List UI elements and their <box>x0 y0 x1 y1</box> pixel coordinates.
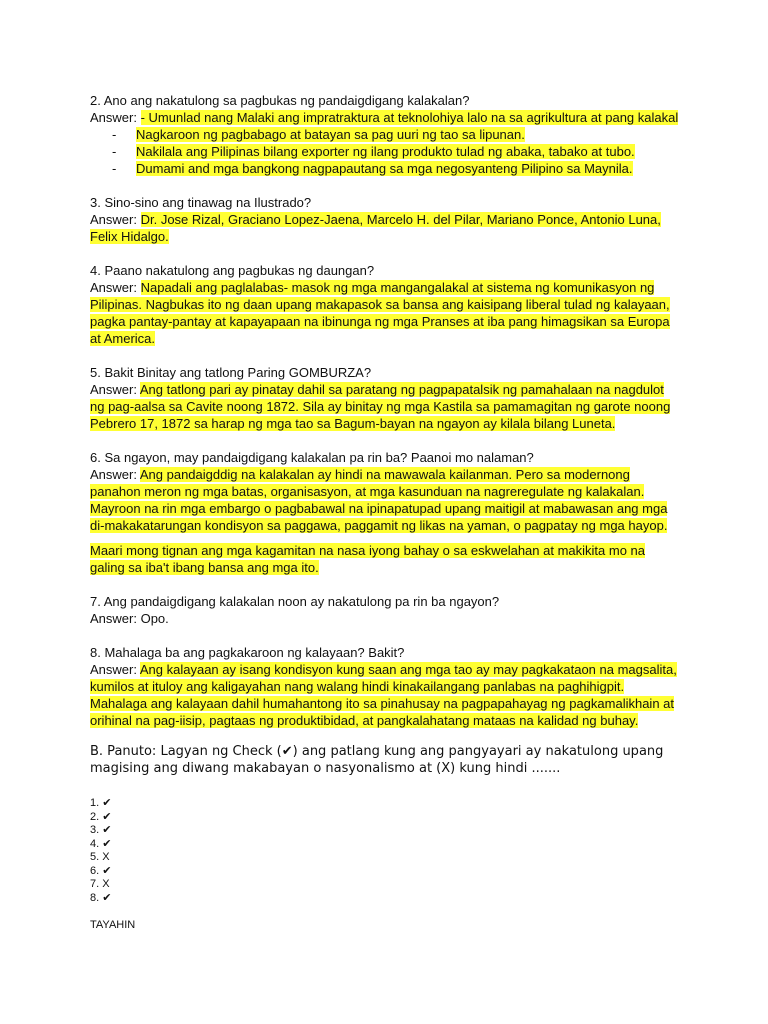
question-7: 7. Ang pandaigdigang kalakalan noon ay nakatulong pa rin ba ngayon? <box>90 594 500 609</box>
answer-6-text: Ang pandaigddig na kalakalan ay hindi na mawawala kailanman. Pero sa modernong panahon meron ng mga batas, organisasyon, at mga kasunduan na nagreregulate ng kalakalan. Mayroon na rin mga embargo o pagbabawal na ipinapatupad upang maitigil at mabawasan ang mga di-makakatarungan kondisyon sa paggawa, paggamit ng likas na yaman, o pagpatay ng mga hayop. <box>90 467 668 533</box>
question-6-block <box>90 449 680 576</box>
answer-label: Answer: <box>90 662 137 677</box>
answer-label: Answer: <box>90 611 137 626</box>
dash-mark: - <box>112 144 117 159</box>
list-item: 7. X <box>90 878 110 890</box>
list-item: - Dumami and mga bangkong nagpapautang sa mga negosyanteng Pilipino sa Maynila. <box>112 161 633 176</box>
question-7-block <box>90 593 680 627</box>
document-page <box>90 92 680 931</box>
answer-2-text: - Umunlad nang Malaki ang impratraktura at teknolohiya lalo na sa agrikultura at pang kalakal <box>140 110 679 125</box>
question-3: 3. Sino-sino ang tinawag na Ilustrado? <box>90 195 312 210</box>
answer-2-list <box>90 126 680 177</box>
list-item: 4. ✔ <box>90 837 112 850</box>
answer-5-text: Ang tatlong pari ay pinatay dahil sa paratang ng pagpapatalsik ng pamahalaan na nagdulot ng pag-aalsa sa Cavite noong 1872. Sila ay binitay ng mga Kastila sa pamamagitan ng garote noong Pebrero 17, 1872 sa harap ng mga tao sa Bagum-bayan na ngayon ay kilala bilang Luneta. <box>90 382 671 431</box>
answer-8-text: Ang kalayaan ay isang kondisyon kung saan ang mga tao ay may pagkakataon na magsalita, kumilos at ituloy ang kaligayahan nang walang hindi kinakailangang panlabas na paghihigpit. Mahalaga ang kalayaan dahil humahantong ito sa pinahusay na pagpapahayag ng pagkamalikhain at orihinal na pag-iisip, pagtaas ng produktibidad, at pangkalahatang mataas na kalidad ng buhay. <box>90 662 677 728</box>
list-item: 3. ✔ <box>90 824 112 836</box>
answer-label: Answer: <box>90 212 137 227</box>
answer-label: Answer: <box>90 110 137 125</box>
answer-3-text: Dr. Jose Rizal, Graciano Lopez-Jaena, Marcelo H. del Pilar, Mariano Ponce, Antonio Luna, Felix Hidalgo. <box>90 212 661 244</box>
question-5-block <box>90 364 680 432</box>
list-item: - Nakilala ang Pilipinas bilang exporter ng ilang produkto tulad ng abaka, tabako at tubo. <box>112 144 635 159</box>
answer-3 <box>90 211 680 245</box>
answer-2 <box>90 109 680 126</box>
list-item: 1. ✔ <box>90 797 112 809</box>
dash-mark: - <box>112 161 117 176</box>
answer-4-text: Napadali ang paglalabas- masok ng mga mangangalakal at sistema ng komunikasyon ng Pilipinas. Nagbukas ito ng daan upang makapasok sa bansa ang kaisipang liberal tulad ng kalayaan, pagka pantay-pantay at kapayapaan na ibinunga ng mga Pranses at iba pang himagsikan sa Europa at America. <box>90 280 670 346</box>
dash-mark: - <box>112 127 117 142</box>
section-b-instructions: B. Panuto: Lagyan ng Check (✔) ang patlang kung ang pangyayari ay nakatulong upang magising ang diwang makabayan o nasyonalismo at (X) kung hindi ....... <box>90 744 664 776</box>
answer-6 <box>90 466 680 534</box>
answer-8 <box>90 661 680 729</box>
answer-7 <box>90 610 680 627</box>
question-8-block <box>90 644 680 729</box>
question-3-block <box>90 194 680 245</box>
footer-heading: TAYAHIN <box>90 919 136 931</box>
answer-5 <box>90 381 680 432</box>
answer-label: Answer: <box>90 382 137 397</box>
list-item: 6. ✔ <box>90 864 112 877</box>
question-6: 6. Sa ngayon, may pandaigdigang kalakalan pa rin ba? Paanoi mo nalaman? <box>90 450 534 465</box>
question-4-block <box>90 262 680 347</box>
answer-6-paragraph-2: Maari mong tignan ang mga kagamitan na nasa iyong bahay o sa eskwelahan at makikita mo na galing sa iba't ibang bansa ang mga ito. <box>90 543 645 575</box>
question-8: 8. Mahalaga ba ang pagkakaroon ng kalayaan? Bakit? <box>90 645 405 660</box>
question-5: 5. Bakit Binitay ang tatlong Paring GOMBURZA? <box>90 365 372 380</box>
question-4: 4. Paano nakatulong ang pagbukas ng daungan? <box>90 263 375 278</box>
question-2: 2. Ano ang nakatulong sa pagbukas ng pandaigdigang kalakalan? <box>90 93 470 108</box>
list-item: - Nagkaroon ng pagbabago at batayan sa pag uuri ng tao sa lipunan. <box>112 127 525 142</box>
list-item: 8. ✔ <box>90 891 112 904</box>
list-item: 5. X <box>90 851 110 863</box>
list-item: 2. ✔ <box>90 810 112 823</box>
answer-7-text: Opo. <box>140 611 169 626</box>
check-list <box>90 797 680 905</box>
answer-4 <box>90 279 680 347</box>
answer-label: Answer: <box>90 280 137 295</box>
question-2-block <box>90 92 680 177</box>
answer-label: Answer: <box>90 467 137 482</box>
